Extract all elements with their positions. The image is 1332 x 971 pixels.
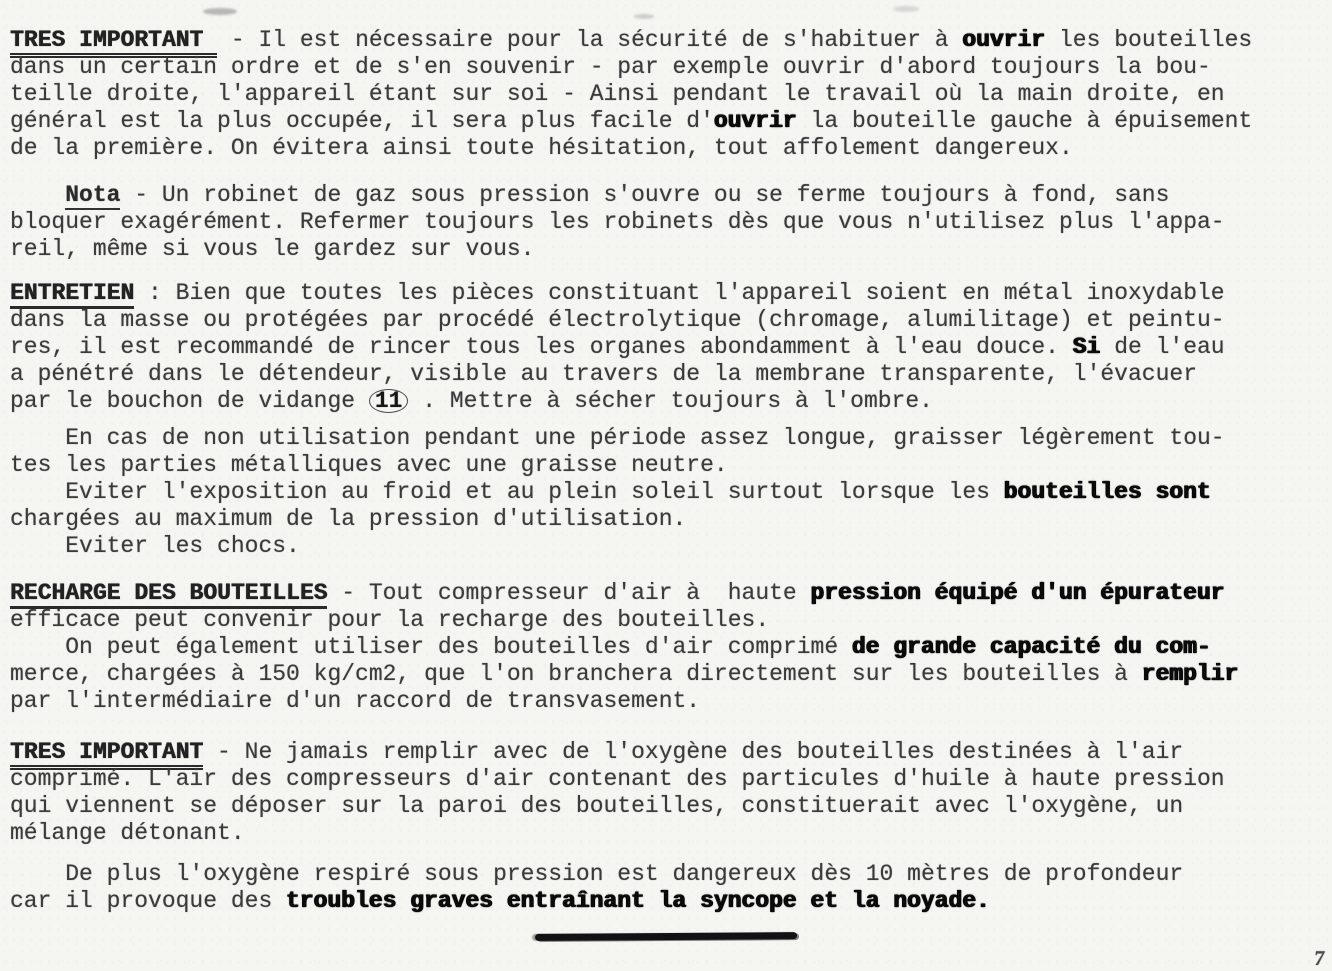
text-line: En cas de non utilisation pendant une période assez longue, graisser légèrement tou- [10, 425, 1225, 451]
scan-smudge [203, 8, 237, 15]
para-oxygene-profondeur [10, 861, 1328, 915]
section-divider [535, 932, 797, 941]
text-line: TRES IMPORTANT - Ne jamais remplir avec de l'oxygène des bouteilles destinées à l'air [10, 739, 1328, 766]
page-number: 7 [1312, 946, 1326, 970]
text-line: ENTRETIEN : Bien que toutes les pièces constituant l'appareil soient en métal inoxydable [10, 280, 1328, 307]
para-nota [10, 182, 1328, 263]
para-graissage [10, 425, 1328, 479]
para-eviter-chocs [10, 533, 1328, 560]
text-line: par l'intermédiaire d'un raccord de transvasement. [10, 688, 701, 714]
text-line: dans la masse ou protégées par procédé électrolytique (chromage, alumilitage) et peintu- [10, 307, 1225, 333]
text-line: général est la plus occupée, il sera plus facile d'ouvrir la bouteille gauche à épuisement [10, 108, 1253, 134]
text-line: res, il est recommandé de rincer tous les organes abondamment à l'eau douce. Si de l'eau [10, 334, 1225, 360]
text-line: efficace peut convenir pour la recharge des bouteilles. [10, 607, 770, 633]
text-line: qui viennent se déposer sur la paroi des bouteilles, constituerait avec l'oxygène, un [10, 793, 1184, 819]
document-body [0, 27, 1332, 915]
text-line: RECHARGE DES BOUTEILLES - Tout compresseur d'air à haute pression équipé d'un épurateur [10, 580, 1328, 607]
text-line: chargées au maximum de la pression d'utilisation. [10, 506, 687, 532]
text-line: TRES IMPORTANT - Il est nécessaire pour la sécurité de s'habituer à ouvrir les bouteilles [10, 27, 1328, 54]
text-line: On peut également utiliser des bouteilles d'air comprimé de grande capacité du com- [10, 634, 1211, 660]
text-line: tes les parties métalliques avec une graisse neutre. [10, 452, 728, 478]
para-tres-important-2 [10, 739, 1328, 847]
text-line: comprimé. L'air des compresseurs d'air contenant des particules d'huile à haute pression [10, 766, 1225, 792]
scan-smudge [634, 14, 654, 19]
para-eviter-exposition [10, 479, 1328, 533]
scan-smudge [893, 6, 919, 12]
text-line: bloquer exagérément. Refermer toujours les robinets dès que vous n'utilisez plus l'appa- [10, 209, 1225, 235]
para-recharge [10, 580, 1328, 715]
text-line: a pénétré dans le détendeur, visible au travers de la membrane transparente, l'évacuer [10, 361, 1197, 387]
text-line: car il provoque des troubles graves entraînant la syncope et la noyade. [10, 888, 990, 914]
text-line: mélange détonant. [10, 820, 245, 846]
text-line: de la première. On évitera ainsi toute hésitation, tout affolement dangereux. [10, 135, 1073, 161]
para-entretien [10, 280, 1328, 415]
text-line: Nota - Un robinet de gaz sous pression s'ouvre ou se ferme toujours à fond, sans [65, 182, 1170, 208]
text-line: Eviter les chocs. [10, 533, 300, 559]
text-line: merce, chargées à 150 kg/cm2, que l'on branchera directement sur les bouteilles à remplir [10, 661, 1239, 687]
text-line: par le bouchon de vidange 11 . Mettre à sécher toujours à l'ombre. [10, 388, 933, 414]
text-line: teille droite, l'appareil étant sur soi - Ainsi pendant le travail où la main droite, en [10, 81, 1225, 107]
text-line: De plus l'oxygène respiré sous pression est dangereux dès 10 mètres de profondeur [10, 861, 1184, 887]
para-tres-important-1 [10, 27, 1328, 162]
text-line: reil, même si vous le gardez sur vous. [10, 236, 535, 262]
text-line: dans un certain ordre et de s'en souvenir - par exemple ouvrir d'abord toujours la bou- [10, 54, 1211, 80]
text-line: Eviter l'exposition au froid et au plein soleil surtout lorsque les bouteilles sont [10, 479, 1211, 505]
circled-number: 11 [369, 389, 409, 413]
